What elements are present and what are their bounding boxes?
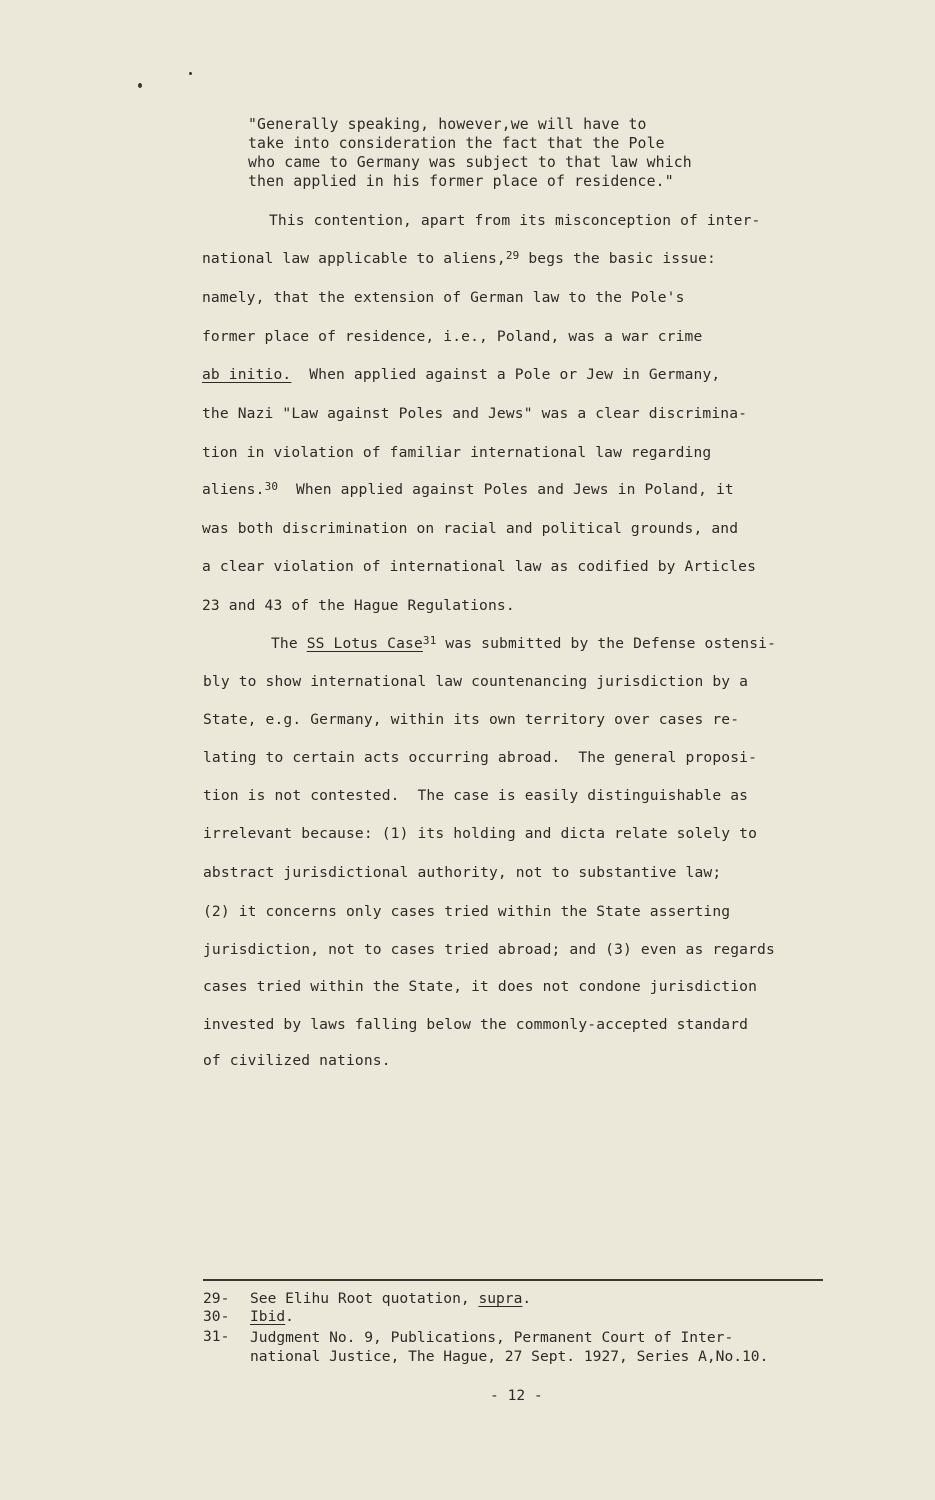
text-line: tion in violation of familiar international law regarding	[202, 444, 712, 461]
underlined-phrase: supra	[478, 1290, 523, 1307]
case-name: SS Lotus Case	[306, 635, 423, 652]
text-run: aliens.	[202, 481, 265, 498]
footnote-ref-30: 30	[264, 480, 279, 493]
footnote-number: 30-	[203, 1308, 230, 1325]
text-line: bly to show international law countenancing jurisdiction by a	[203, 673, 749, 690]
ink-speck	[138, 83, 142, 88]
text-run: .	[285, 1308, 294, 1325]
footnote-text	[250, 1308, 294, 1325]
quote-line: who came to Germany was subject to that law which	[248, 154, 692, 171]
underlined-phrase: ab initio.	[202, 366, 292, 383]
text-run: begs the basic issue:	[519, 250, 716, 267]
text-line: tion is not contested. The case is easily distinguishable as	[203, 787, 749, 804]
footnote-divider	[203, 1279, 823, 1281]
text-run: When applied against a Pole or Jew in Germany,	[291, 366, 721, 383]
footnote-text	[250, 1290, 531, 1307]
footnote-number: 29-	[203, 1290, 230, 1307]
text-line	[202, 366, 720, 383]
text-run: .	[522, 1290, 532, 1307]
text-run: The	[271, 635, 307, 652]
text-line: of civilized nations.	[203, 1052, 391, 1069]
footnote-text: national Justice, The Hague, 27 Sept. 1927, Series A,No.10.	[250, 1348, 769, 1365]
text-line: irrelevant because: (1) its holding and dicta relate solely to	[203, 825, 758, 842]
text-run: national law applicable to aliens,	[202, 250, 506, 267]
text-line: abstract jurisdictional authority, not to substantive law;	[203, 864, 722, 881]
text-line: a clear violation of international law as codified by Articles	[202, 558, 757, 575]
quote-line: take into consideration the fact that the Pole	[248, 135, 665, 152]
page-number: - 12 -	[490, 1387, 543, 1404]
text-line: jurisdiction, not to cases tried abroad; and (3) even as regards	[203, 941, 775, 958]
text-line	[202, 481, 734, 498]
footnote-text: Judgment No. 9, Publications, Permanent Court of Inter-	[250, 1329, 734, 1346]
text-line: cases tried within the State, it does not condone jurisdiction	[203, 978, 758, 995]
text-line: namely, that the extension of German law to the Pole's	[202, 289, 685, 306]
footnote-number: 31-	[203, 1328, 230, 1345]
underlined-phrase: Ibid	[250, 1308, 286, 1325]
text-line: 23 and 43 of the Hague Regulations.	[202, 597, 515, 614]
text-line: was both discrimination on racial and political grounds, and	[202, 520, 739, 537]
text-line: This contention, apart from its misconception of inter-	[269, 212, 761, 229]
ink-speck	[189, 72, 192, 75]
quote-line: then applied in his former place of residence."	[248, 173, 674, 190]
quote-line: "Generally speaking, however,we will have to	[248, 116, 647, 133]
footnote-ref-31: 31	[422, 634, 437, 647]
text-run: See Elihu Root quotation,	[250, 1290, 479, 1307]
text-line	[271, 635, 776, 652]
text-line: invested by laws falling below the commonly-accepted standard	[203, 1016, 749, 1033]
text-line: the Nazi "Law against Poles and Jews" was a clear discrimina-	[202, 405, 748, 422]
text-line	[202, 250, 716, 267]
footnote-ref-29: 29	[505, 249, 520, 262]
text-run: was submitted by the Defense ostensi-	[436, 635, 777, 652]
text-line: State, e.g. Germany, within its own territory over cases re-	[203, 711, 740, 728]
text-run: When applied against Poles and Jews in Poland, it	[278, 481, 734, 498]
text-line: (2) it concerns only cases tried within the State asserting	[203, 903, 731, 920]
text-line: former place of residence, i.e., Poland, was a war crime	[202, 328, 703, 345]
text-line: lating to certain acts occurring abroad. The general proposi-	[203, 749, 758, 766]
